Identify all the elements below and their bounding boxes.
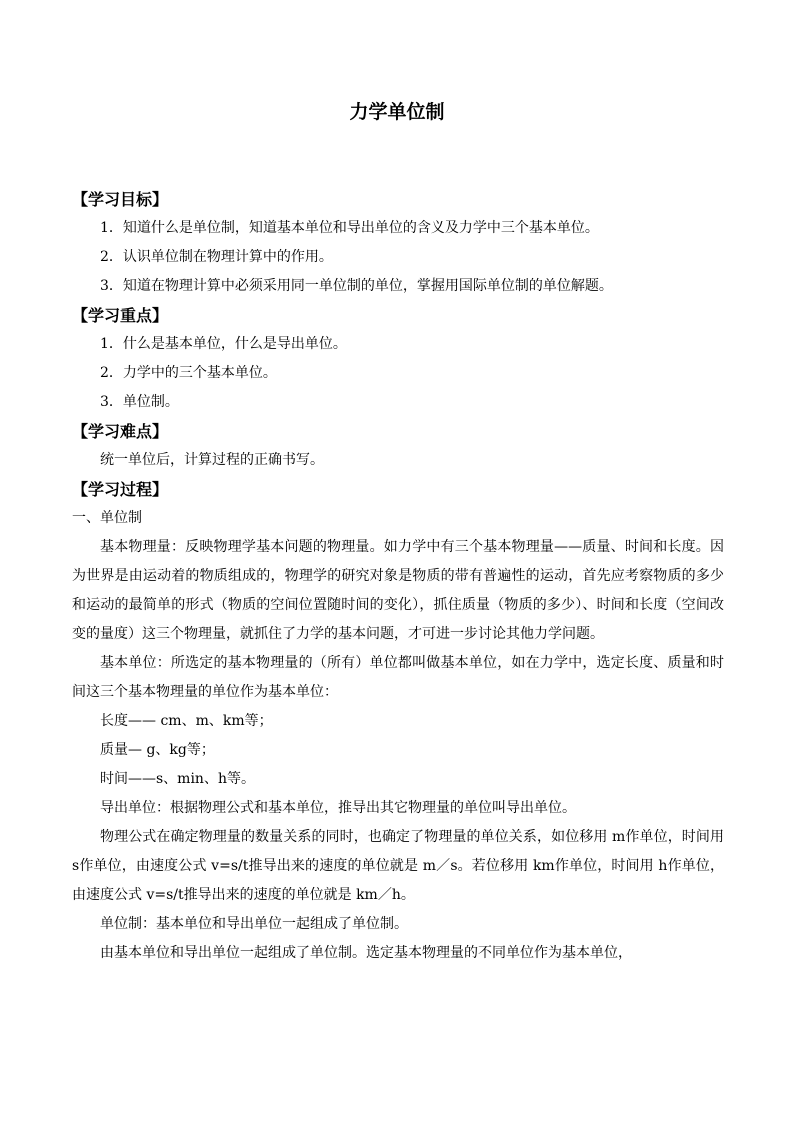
document-body [72, 185, 724, 968]
section-objectives [72, 185, 724, 301]
unit-line: 时间——s、min、h等。 [100, 771, 255, 787]
list-item: 2．力学中的三个基本单位。 [100, 365, 277, 381]
unit-line: 质量— g、kg等； [100, 742, 215, 758]
unit-line: 长度—— cm、m、km等； [100, 713, 273, 729]
section-heading: 【学习重点】 [72, 306, 169, 325]
list-item: 3．单位制。 [100, 394, 179, 410]
section-heading: 【学习目标】 [72, 190, 169, 209]
section-process [72, 475, 724, 968]
paragraph: 基本物理量：反映物理学基本问题的物理量。如力学中有三个基本物理量——质量、时间和长度。因为世界是由运动着的物质组成的，物理学的研究对象是物质的带有普遍性的运动，首先应考察物质的多少和运动的最简单的形式（物质的空间位置随时间的变化），抓住质量（物质的多少）、时间和长度（空间改变的量度）这三个物理量，就抓住了力学的基本问题，才可进一步讨论其他力学问题。 [72, 539, 724, 642]
paragraph: 基本单位：所选定的基本物理量的（所有）单位都叫做基本单位，如在力学中，选定长度、质量和时间这三个基本物理量的单位作为基本单位： [72, 655, 724, 700]
list-item: 2．认识单位制在物理计算中的作用。 [100, 249, 333, 265]
section-heading: 【学习难点】 [72, 422, 169, 441]
paragraph: 导出单位：根据物理公式和基本单位，推导出其它物理量的单位叫导出单位。 [100, 800, 576, 816]
list-item: 3．知道在物理计算中必须采用同一单位制的单位，掌握用国际单位制的单位解题。 [100, 278, 613, 294]
paragraph: 由基本单位和导出单位一起组成了单位制。选定基本物理量的不同单位作为基本单位， [100, 945, 632, 961]
list-item: 1．知道什么是单位制，知道基本单位和导出单位的含义及力学中三个基本单位。 [100, 220, 599, 236]
section-key-points [72, 301, 724, 417]
paragraph: 单位制：基本单位和导出单位一起组成了单位制。 [100, 916, 408, 932]
section-heading: 【学习过程】 [72, 480, 169, 499]
paragraph: 统一单位后，计算过程的正确书写。 [100, 452, 324, 468]
section-difficulties [72, 417, 724, 475]
document-title: 力学单位制 [349, 101, 445, 123]
list-item: 1．什么是基本单位，什么是导出单位。 [100, 336, 347, 352]
paragraph: 物理公式在确定物理量的数量关系的同时，也确定了物理量的单位关系，如位移用 m作单位，时间用 s作单位，由速度公式 v=s/t推导出来的速度的单位就是 m／s。若位移用 km作单位，时间用 h作单位，由速度公式 v=s/t推导出来的速度的单位就是 km／h。 [72, 829, 724, 903]
subsection-heading: 一、单位制 [72, 510, 142, 526]
